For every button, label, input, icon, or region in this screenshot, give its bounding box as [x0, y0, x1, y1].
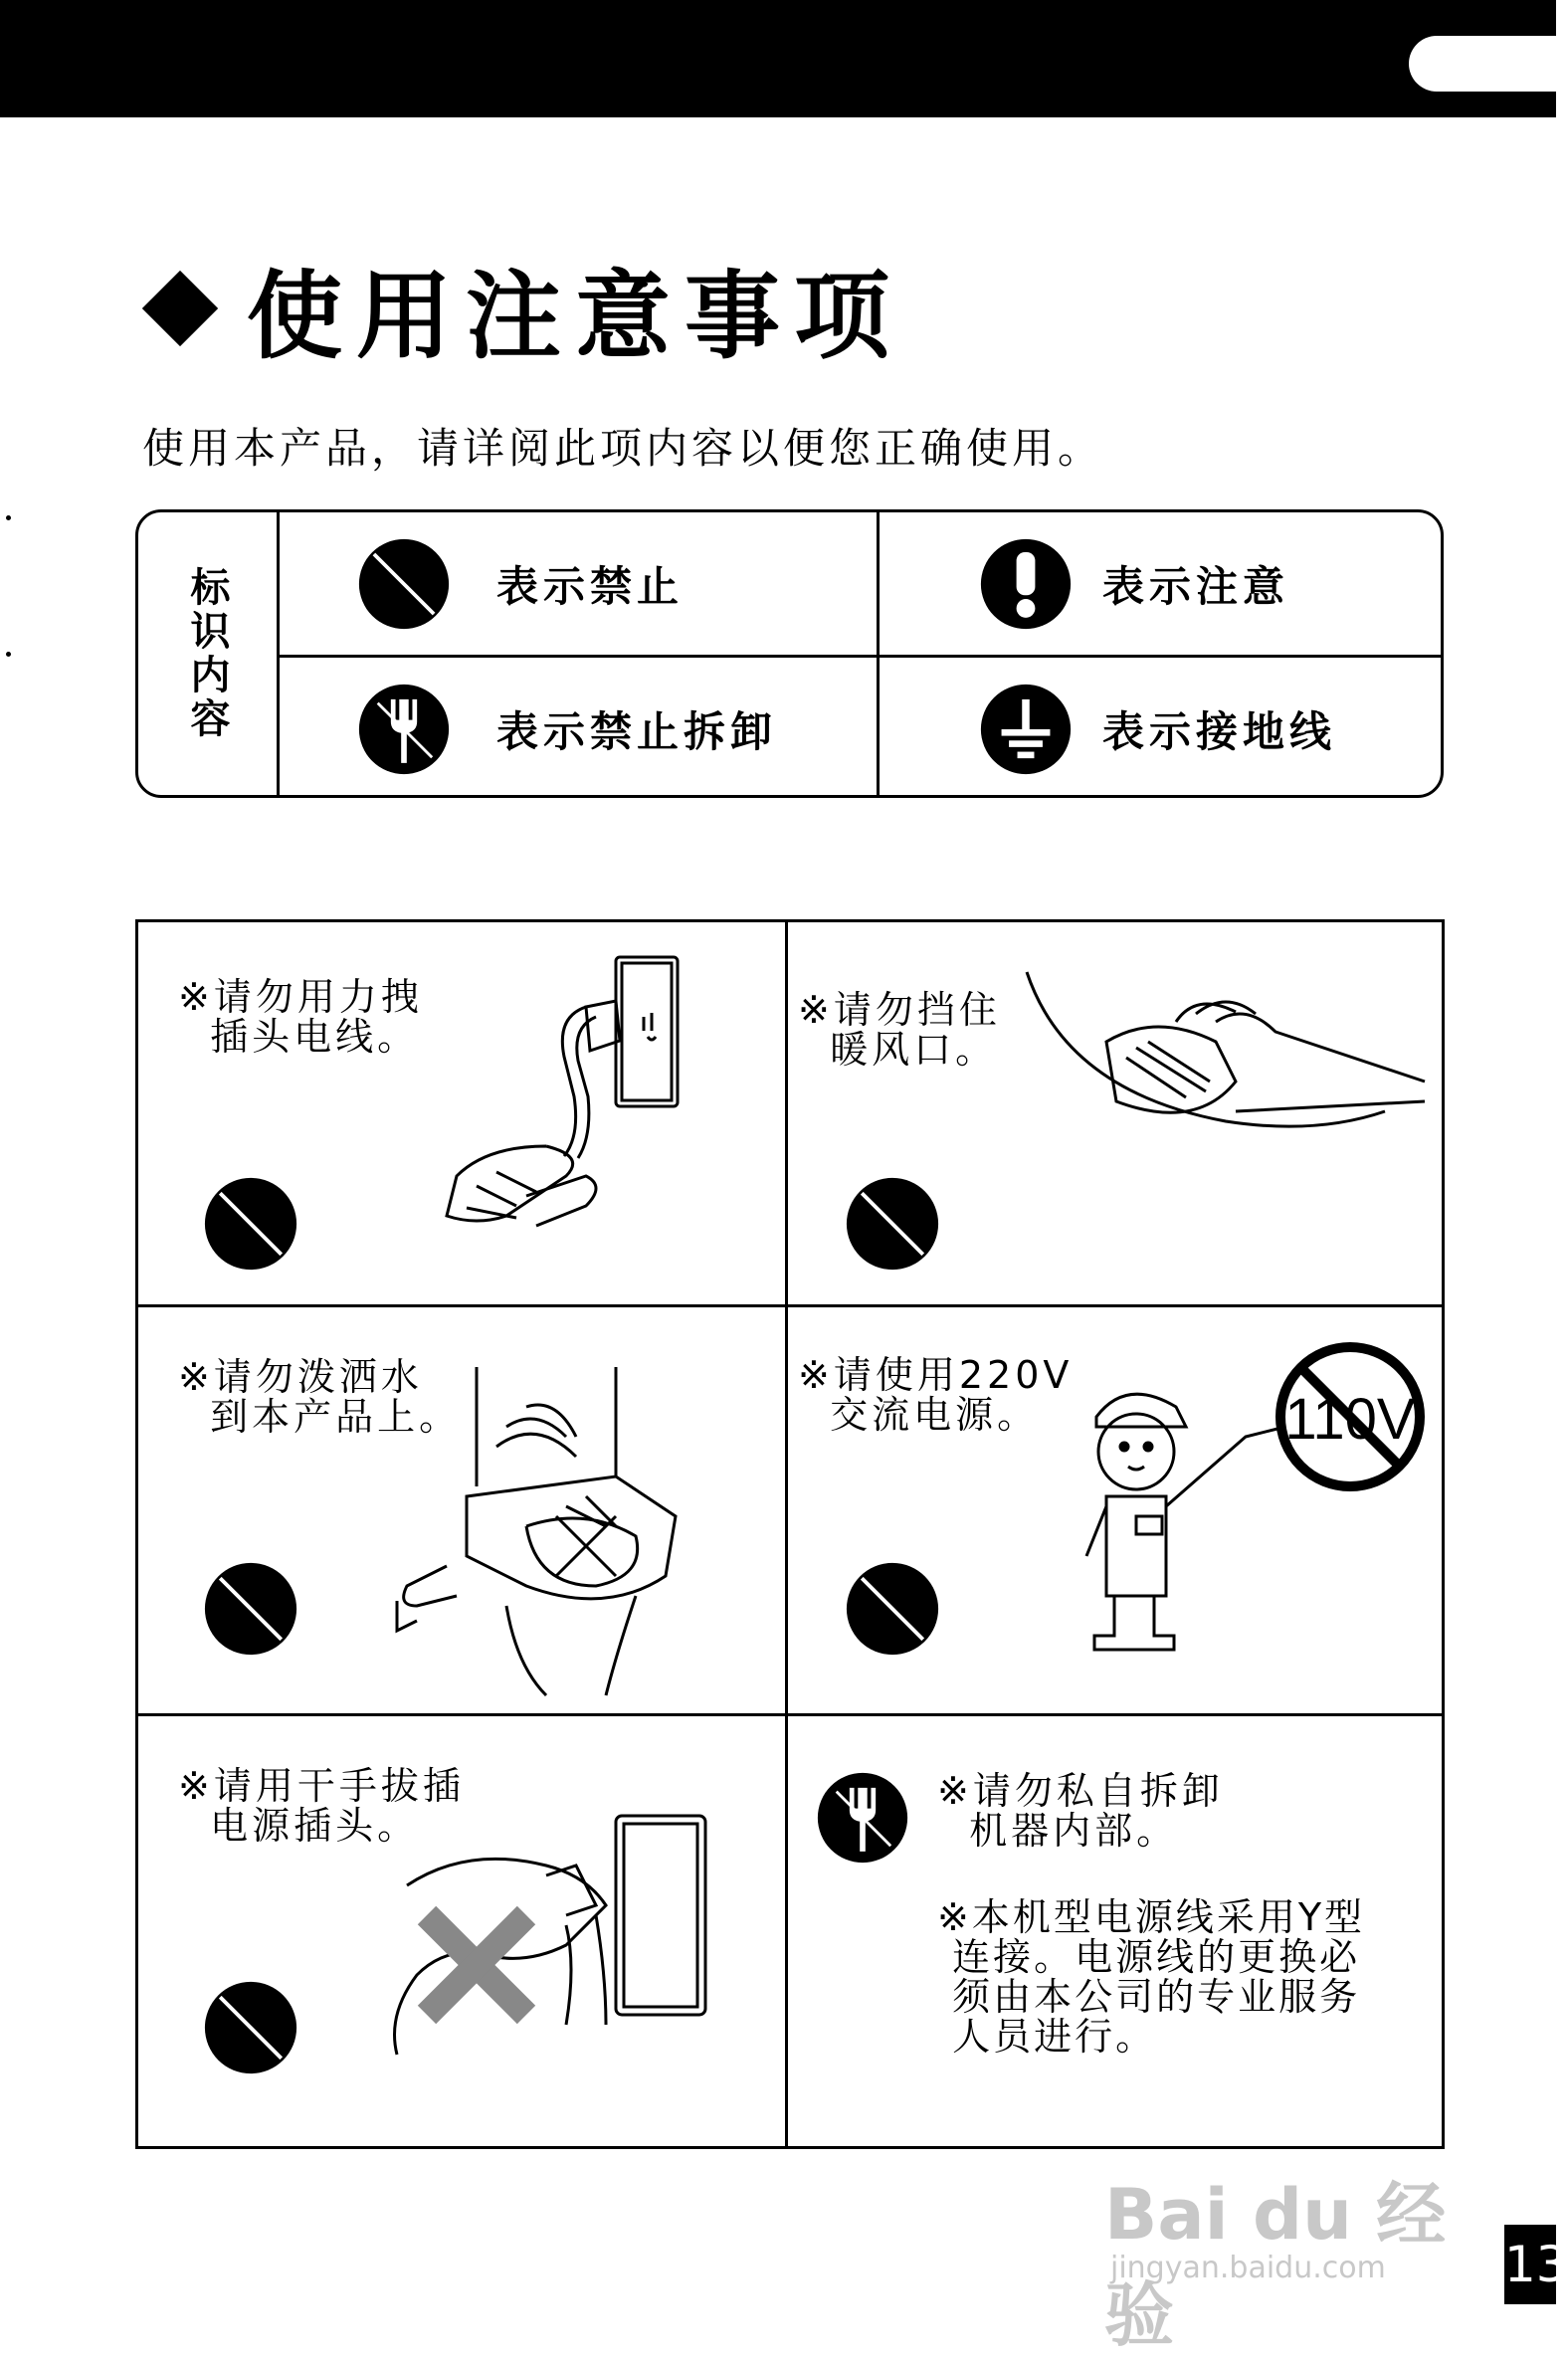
header-tab: [1409, 36, 1556, 92]
warning-cell-dry-hands: [138, 1716, 785, 2146]
no-disassemble-icon: [816, 1771, 909, 1865]
warning-text: ※请勿私自拆卸 机器内部。: [937, 1769, 1224, 1853]
warning-cell-water: [138, 1307, 785, 1713]
warnings-grid: [135, 919, 1445, 2149]
prohibit-icon: [203, 1980, 298, 2075]
warning-cell-voltage: [788, 1307, 1445, 1713]
warning-text: ※请勿挡住 暖风口。: [798, 988, 1001, 1072]
warning-text: ※请使用220V 交流电源。: [798, 1353, 1074, 1437]
diamond-bullet-icon: [142, 271, 218, 346]
page-title: [139, 249, 903, 372]
prohibit-icon: [845, 1176, 940, 1272]
warning-text: ※请勿泼洒水 到本产品上。: [178, 1355, 462, 1439]
caution-icon: [979, 537, 1073, 631]
prohibit-icon: [845, 1561, 940, 1657]
page-number: 13: [1504, 2225, 1556, 2304]
baidu-logo: Bai du 经验: [1104, 2174, 1447, 2356]
water-splash-illustration: [357, 1367, 755, 1695]
sign-110v-text: 110V: [1284, 1387, 1416, 1452]
symbol-legend: [135, 509, 1444, 798]
legend-item-no-disassemble: 表示禁止拆卸: [357, 658, 777, 800]
prohibit-icon: [203, 1176, 298, 1272]
legend-item-prohibit: 表示禁止: [357, 512, 684, 655]
watermark-url: jingyan.baidu.com: [1110, 2251, 1386, 2285]
page-subtitle: 使用本产品，请详阅此项内容以便您正确使用。: [142, 424, 1104, 473]
warning-text: ※请用干手拔插 电源插头。: [178, 1764, 465, 1848]
hand-blocking-vent-illustration: [1027, 962, 1425, 1221]
header-bar: [0, 0, 1556, 117]
power-cord-note: ※本机型电源线采用Y型 连接。电源线的更换必 须由本公司的专业服务 人员进行。: [937, 1895, 1366, 2059]
technician-110v-illustration: [1037, 1337, 1435, 1666]
prohibit-icon: [203, 1561, 298, 1657]
baidu-watermark: [1084, 2119, 1482, 2356]
no-disassemble-icon: [357, 683, 451, 776]
page-title-text: 使用注意事项: [247, 260, 903, 372]
warning-cell-vent: [788, 922, 1445, 1304]
legend-item-ground: 表示接地线: [979, 658, 1336, 800]
warning-text: ※请勿用力拽 插头电线。: [178, 975, 423, 1059]
wet-hand-plug-illustration: [367, 1816, 725, 2104]
warning-cell-no-disassemble: [788, 1716, 1445, 2146]
ground-icon: [979, 683, 1073, 776]
legend-label: 标识内容: [138, 512, 280, 795]
pull-cord-illustration: [437, 947, 735, 1256]
prohibit-icon: [357, 537, 451, 631]
legend-item-caution: 表示注意: [979, 512, 1289, 655]
warning-cell-pull-cord: [138, 922, 785, 1304]
